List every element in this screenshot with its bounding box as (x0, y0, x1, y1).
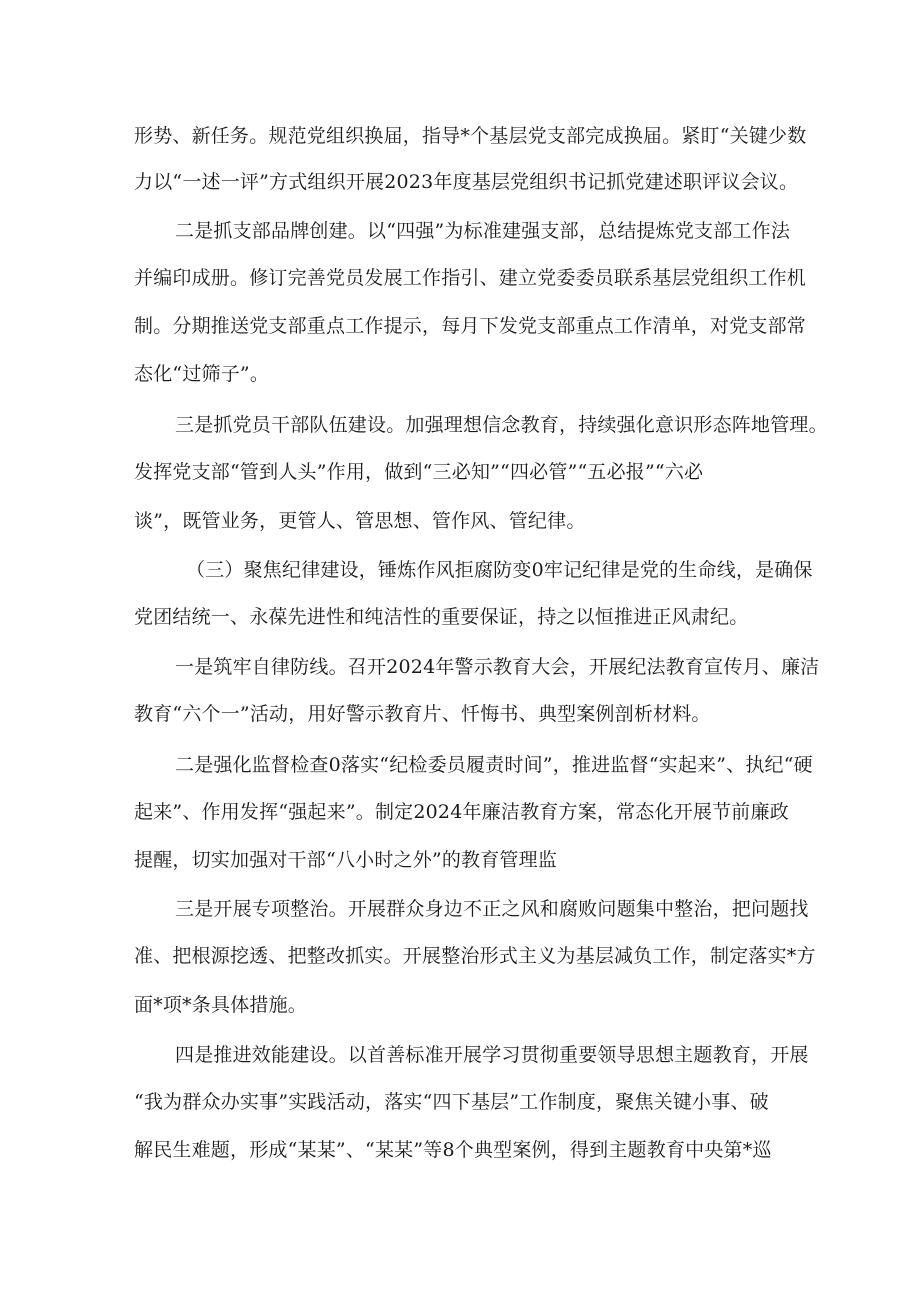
text-line-19: 面*项*条具体措施。 (134, 994, 308, 1016)
text-line-17: 三是开展专项整治。开展群众身边不正之风和腐败问题集中整治，把问题找 (175, 898, 809, 920)
text-line-8: 发挥党支部“管到人头”作用，做到“三必知”“四必管”“五必报”“六必 (134, 461, 704, 483)
text-line-20: 四是推进效能建设。以首善标准开展学习贯彻重要领导思想主题教育，开展 (175, 1044, 809, 1066)
text-line-18: 准、把根源挖透、把整改抓实。开展整治形式主义为基层减负工作，制定落实*方 (134, 945, 816, 967)
text-line-6: 态化“过筛子”。 (134, 363, 270, 385)
text-line-2: 力以“一述一评”方式组织开展2023年度基层党组织书记抓党建述职评议会议。 (134, 171, 799, 193)
text-line-9: 谈”，既管业务，更管人、管思想、管作风、管纪律。 (134, 510, 586, 532)
text-line-16: 提醒，切实加强对干部“八小时之外”的教育管理监 (134, 849, 558, 871)
text-line-14: 二是强化监督检查0落实“纪检委员履责时间”，推进监督“实起来”、执纪“硬 (175, 754, 813, 776)
text-line-3: 二是抓支部品牌创建。以“四强”为标准建强支部，总结提炼党支部工作法 (175, 220, 791, 242)
text-line-1: 形势、新任务。规范党组织换届，指导*个基层党支部完成换届。紧盯“关键少数 (134, 125, 807, 147)
text-line-10: （三）聚焦纪律建设，锤炼作风拒腐防变0牢记纪律是党的生命线，是确保 (186, 559, 813, 581)
text-line-13: 教育“六个一”活动，用好警示教育片、忏悔书、典型案例剖析材料。 (134, 703, 711, 725)
text-line-12: 一是筑牢自律防线。召开2024年警示教育大会，开展纪法教育宣传月、廉洁 (175, 656, 820, 678)
text-line-11: 党团结统一、永葆先进性和纯洁性的重要保证，持之以恒推进正风肃纪。 (134, 606, 749, 628)
text-line-5: 制。分期推送党支部重点工作提示，每月下发党支部重点工作清单，对党支部常 (134, 315, 807, 337)
text-line-22: 解民生难题，形成“某某”、“某某”等8个典型案例，得到主题教育中央第*巡 (134, 1139, 772, 1161)
text-line-4: 并编印成册。修订完善党员发展工作指引、建立党委委员联系基层党组织工作机 (134, 267, 807, 289)
text-line-21: “我为群众办实事”实践活动，落实“四下基层”工作制度，聚焦关键小事、破 (134, 1091, 769, 1113)
text-line-7: 三是抓党员干部队伍建设。加强理想信念教育，持续强化意识形态阵地管理。 (175, 414, 828, 436)
text-line-15: 起来”、作用发挥“强起来”。制定2024年廉洁教育方案，常态化开展节前廉政 (134, 801, 789, 823)
